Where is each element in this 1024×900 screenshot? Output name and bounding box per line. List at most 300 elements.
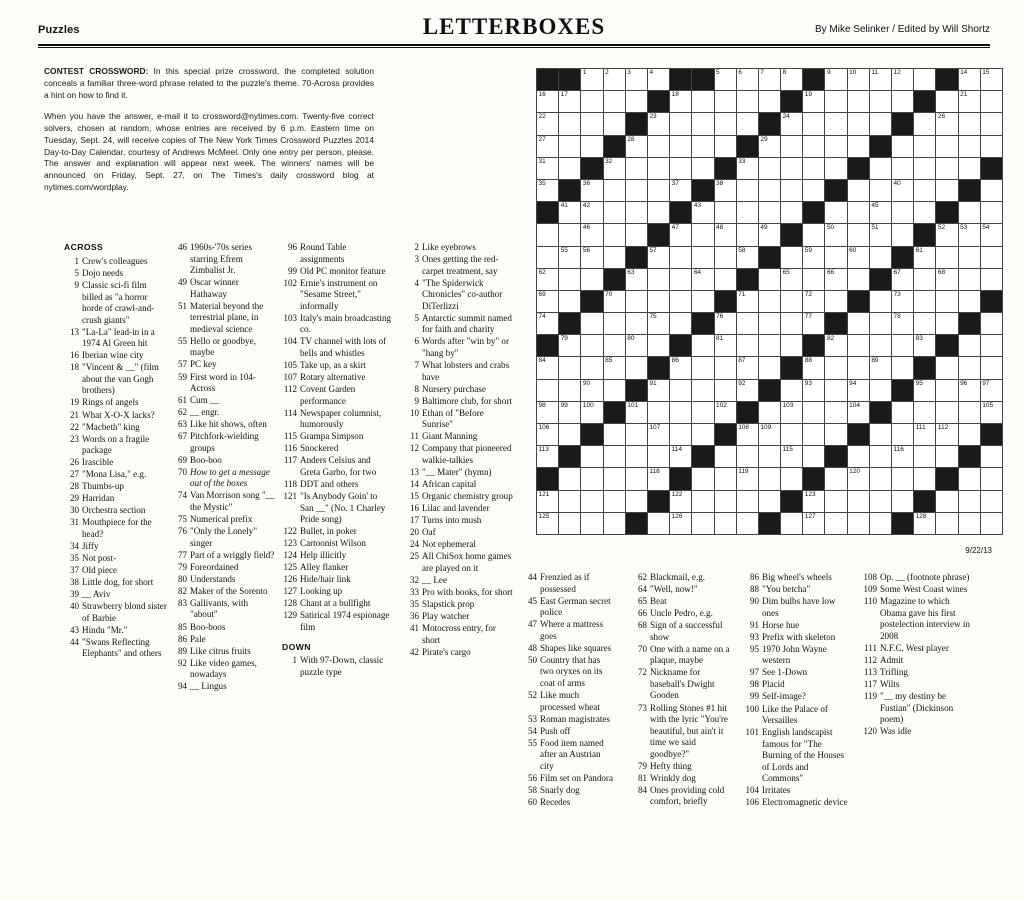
grid-cell[interactable] xyxy=(647,135,669,157)
clue-text: Gallivants, with "about" xyxy=(190,597,249,620)
clue-item[interactable] xyxy=(404,587,514,599)
clue-item[interactable] xyxy=(282,574,392,586)
clue-item[interactable] xyxy=(744,691,849,703)
grid-cell[interactable] xyxy=(758,202,780,224)
clue-item[interactable] xyxy=(64,601,169,624)
grid-cell-number: 9 xyxy=(826,69,831,76)
clue-item[interactable] xyxy=(862,726,972,738)
grid-cell[interactable] xyxy=(847,113,869,135)
grid-cell[interactable] xyxy=(559,157,581,179)
clue-item[interactable] xyxy=(172,526,277,549)
grid-cell[interactable] xyxy=(625,91,647,113)
grid-cell[interactable] xyxy=(559,113,581,135)
clue-item[interactable] xyxy=(64,517,169,540)
clue-item[interactable] xyxy=(172,634,277,646)
grid-cell[interactable] xyxy=(758,135,780,157)
grid-cell[interactable] xyxy=(581,202,603,224)
grid-cell[interactable] xyxy=(781,202,803,224)
grid-cell[interactable] xyxy=(936,113,958,135)
grid-cell[interactable] xyxy=(869,69,891,91)
grid-cell[interactable] xyxy=(914,202,936,224)
clue-item[interactable] xyxy=(172,419,277,431)
grid-cell-number: 60 xyxy=(849,246,857,254)
grid-cell[interactable] xyxy=(781,69,803,91)
grid-cell[interactable] xyxy=(647,202,669,224)
down-column-3 xyxy=(632,572,732,808)
grid-cell[interactable] xyxy=(603,69,625,91)
grid-cell[interactable] xyxy=(736,157,758,179)
grid-cell[interactable] xyxy=(714,69,736,91)
grid-cell[interactable] xyxy=(847,202,869,224)
grid-cell[interactable] xyxy=(625,69,647,91)
clue-item[interactable] xyxy=(282,586,392,598)
clue-item[interactable] xyxy=(404,491,514,503)
clue-item[interactable] xyxy=(282,479,392,491)
clue-item[interactable] xyxy=(64,589,169,601)
grid-cell[interactable] xyxy=(892,135,914,157)
grid-cell[interactable] xyxy=(692,202,714,224)
grid-cell[interactable] xyxy=(537,179,559,201)
clue-number: 108 xyxy=(863,572,877,582)
grid-cell-number: 91 xyxy=(649,379,657,387)
clue-item[interactable] xyxy=(282,610,392,633)
clue-item[interactable] xyxy=(404,503,514,515)
grid-cell[interactable] xyxy=(892,179,914,201)
grid-cell[interactable] xyxy=(537,135,559,157)
clue-item[interactable] xyxy=(282,491,392,526)
clue-text: Crew's colleagues xyxy=(82,255,148,266)
grid-cell[interactable] xyxy=(781,179,803,201)
contest-paragraph-1 xyxy=(44,66,374,102)
grid-cell[interactable] xyxy=(647,179,669,201)
grid-cell[interactable] xyxy=(869,113,891,135)
clue-item[interactable] xyxy=(862,679,972,691)
grid-cell[interactable] xyxy=(980,113,1002,135)
clue-item[interactable] xyxy=(862,584,972,596)
grid-cell[interactable] xyxy=(781,135,803,157)
clue-item[interactable] xyxy=(282,538,392,550)
clue-item[interactable] xyxy=(172,407,277,419)
clue-item[interactable] xyxy=(632,667,732,702)
grid-cell[interactable] xyxy=(847,69,869,91)
clue-item[interactable] xyxy=(172,467,277,490)
clue-item[interactable] xyxy=(862,655,972,667)
clue-item[interactable] xyxy=(632,572,732,584)
grid-cell[interactable] xyxy=(581,179,603,201)
clue-item[interactable] xyxy=(282,360,392,372)
clue-item[interactable] xyxy=(282,372,392,384)
clue-item[interactable] xyxy=(282,242,392,265)
clue-item[interactable] xyxy=(404,575,514,587)
clue-item[interactable] xyxy=(172,372,277,395)
clue-text: Push off xyxy=(540,725,571,736)
grid-cell[interactable] xyxy=(647,69,669,91)
clue-item[interactable] xyxy=(404,443,514,466)
clue-item[interactable] xyxy=(862,691,972,726)
clue-item[interactable] xyxy=(404,467,514,479)
clue-text: Rolling Stones #1 hit with the lyric "You're beautiful, but ain't it time we said goodbye?" xyxy=(650,702,728,759)
clue-item[interactable] xyxy=(404,515,514,527)
grid-cell[interactable] xyxy=(803,157,825,179)
clue-item[interactable] xyxy=(404,479,514,491)
clue-item[interactable] xyxy=(64,256,169,268)
clue-item[interactable] xyxy=(632,761,732,773)
grid-cell[interactable] xyxy=(825,135,847,157)
clue-text: Irritates xyxy=(762,785,791,796)
grid-cell[interactable] xyxy=(758,69,780,91)
clue-item[interactable] xyxy=(172,277,277,300)
clue-item[interactable] xyxy=(744,584,849,596)
clue-item[interactable] xyxy=(172,431,277,454)
clue-item[interactable] xyxy=(64,553,169,565)
grid-cell[interactable] xyxy=(781,157,803,179)
clue-item[interactable] xyxy=(404,313,514,336)
grid-cell[interactable] xyxy=(869,179,891,201)
clue-item[interactable] xyxy=(744,679,849,691)
clue-item[interactable] xyxy=(172,598,277,621)
clue-item[interactable] xyxy=(172,586,277,598)
grid-cell[interactable] xyxy=(692,91,714,113)
grid-cell[interactable] xyxy=(625,179,647,201)
grid-cell[interactable] xyxy=(914,179,936,201)
grid-cell[interactable] xyxy=(581,135,603,157)
grid-cell[interactable] xyxy=(714,135,736,157)
grid-cell-block xyxy=(803,202,825,224)
clue-item[interactable] xyxy=(632,620,732,643)
clue-item[interactable] xyxy=(404,647,514,659)
grid-cell[interactable] xyxy=(736,202,758,224)
clue-text: __ engr. xyxy=(190,407,220,418)
grid-cell[interactable] xyxy=(958,113,980,135)
grid-cell[interactable] xyxy=(781,113,803,135)
grid-cell-number: 12 xyxy=(893,69,901,76)
clue-item[interactable] xyxy=(744,644,849,667)
grid-cell[interactable] xyxy=(825,91,847,113)
clue-item[interactable] xyxy=(522,797,614,809)
clue-item[interactable] xyxy=(744,727,849,785)
clue-item[interactable] xyxy=(64,410,169,422)
clue-item[interactable] xyxy=(744,596,849,619)
grid-cell[interactable] xyxy=(980,179,1002,201)
grid-cell[interactable] xyxy=(714,113,736,135)
clue-text: What X-O-X lacks? xyxy=(82,409,155,420)
grid-cell[interactable] xyxy=(736,91,758,113)
clue-item[interactable] xyxy=(64,493,169,505)
clue-item[interactable] xyxy=(404,254,514,277)
clue-item[interactable] xyxy=(282,431,392,443)
clue-number: 115 xyxy=(283,431,297,442)
clue-item[interactable] xyxy=(64,350,169,362)
clue-item[interactable] xyxy=(522,773,614,785)
clue-item[interactable] xyxy=(404,623,514,646)
clue-item[interactable] xyxy=(172,455,277,467)
clue-item[interactable] xyxy=(632,785,732,808)
clue-item[interactable] xyxy=(282,408,392,431)
clue-item[interactable] xyxy=(744,572,849,584)
clue-text: Mouthpiece for the head? xyxy=(82,517,152,539)
clue-item[interactable] xyxy=(64,422,169,434)
clue-text: Hello or goodbye, maybe xyxy=(190,335,256,358)
clue-item[interactable] xyxy=(522,738,614,773)
clue-item[interactable] xyxy=(404,527,514,539)
clue-item[interactable] xyxy=(632,608,732,620)
grid-cell[interactable] xyxy=(936,91,958,113)
grid-cell[interactable] xyxy=(559,91,581,113)
grid-cell[interactable] xyxy=(692,157,714,179)
grid-cell[interactable] xyxy=(625,202,647,224)
grid-cell-number: 113 xyxy=(538,446,549,454)
grid-cell[interactable] xyxy=(714,202,736,224)
grid-cell[interactable] xyxy=(647,157,669,179)
clue-number: 44 xyxy=(528,572,537,582)
clue-item[interactable] xyxy=(632,703,732,761)
clue-item[interactable] xyxy=(744,620,849,632)
grid-cell[interactable] xyxy=(914,135,936,157)
grid-cell-number: 43 xyxy=(693,202,702,210)
grid-cell[interactable] xyxy=(603,202,625,224)
grid-cell[interactable] xyxy=(958,202,980,224)
clue-item[interactable] xyxy=(522,572,614,595)
clue-text: What lobsters and crabs have xyxy=(422,359,510,382)
clue-item[interactable] xyxy=(172,301,277,336)
grid-cell[interactable] xyxy=(803,135,825,157)
clue-item[interactable] xyxy=(64,280,169,326)
grid-cell-number: 15 xyxy=(982,69,990,76)
clue-text: Turns into mush xyxy=(422,515,482,526)
clue-item[interactable] xyxy=(744,785,849,797)
grid-cell[interactable] xyxy=(647,113,669,135)
grid-cell[interactable] xyxy=(603,157,625,179)
clue-item[interactable] xyxy=(522,619,614,642)
grid-cell[interactable] xyxy=(958,69,980,91)
clue-item[interactable] xyxy=(64,434,169,457)
grid-cell[interactable] xyxy=(914,157,936,179)
clue-item[interactable] xyxy=(282,562,392,574)
grid-cell[interactable] xyxy=(670,91,692,113)
clue-item[interactable] xyxy=(172,490,277,513)
grid-cell[interactable] xyxy=(581,91,603,113)
clue-item[interactable] xyxy=(862,667,972,679)
clue-item[interactable] xyxy=(862,596,972,642)
clue-item[interactable] xyxy=(64,505,169,517)
clue-item[interactable] xyxy=(404,551,514,574)
grid-cell[interactable] xyxy=(825,157,847,179)
clue-item[interactable] xyxy=(172,395,277,407)
clue-item[interactable] xyxy=(282,455,392,478)
grid-cell[interactable] xyxy=(825,69,847,91)
grid-cell[interactable] xyxy=(670,135,692,157)
grid-cell[interactable] xyxy=(869,157,891,179)
clue-item[interactable] xyxy=(282,655,392,678)
grid-cell[interactable] xyxy=(914,69,936,91)
clue-item[interactable] xyxy=(172,574,277,586)
grid-cell[interactable] xyxy=(803,179,825,201)
clue-item[interactable] xyxy=(404,336,514,359)
clue-item[interactable] xyxy=(172,681,277,693)
grid-cell[interactable] xyxy=(980,91,1002,113)
grid-cell[interactable] xyxy=(869,91,891,113)
clue-item[interactable] xyxy=(64,541,169,553)
grid-cell[interactable] xyxy=(603,179,625,201)
grid-cell[interactable] xyxy=(625,157,647,179)
grid-cell-number: 93 xyxy=(804,379,812,387)
grid-cell[interactable] xyxy=(581,69,603,91)
grid-cell[interactable] xyxy=(603,91,625,113)
grid-cell[interactable] xyxy=(559,135,581,157)
clue-item[interactable] xyxy=(522,714,614,726)
grid-cell[interactable] xyxy=(892,157,914,179)
clue-item[interactable] xyxy=(172,658,277,681)
clue-item[interactable] xyxy=(64,457,169,469)
grid-cell-number: 42 xyxy=(582,202,591,210)
grid-cell[interactable] xyxy=(692,135,714,157)
grid-cell[interactable] xyxy=(936,157,958,179)
clue-item[interactable] xyxy=(172,622,277,634)
clue-text: Old piece xyxy=(82,565,118,576)
grid-cell-number: 27 xyxy=(538,135,546,143)
grid-cell[interactable] xyxy=(892,69,914,91)
clue-item[interactable] xyxy=(404,408,514,431)
grid-cell[interactable] xyxy=(736,179,758,201)
clue-number: 7 xyxy=(414,359,419,370)
grid-cell[interactable] xyxy=(980,135,1002,157)
clue-item[interactable] xyxy=(282,526,392,538)
clue-item[interactable] xyxy=(522,726,614,738)
clue-item[interactable] xyxy=(632,773,732,785)
clue-item[interactable] xyxy=(632,584,732,596)
grid-row xyxy=(537,202,1003,224)
grid-cell[interactable] xyxy=(581,113,603,135)
clue-item[interactable] xyxy=(744,667,849,679)
grid-cell[interactable] xyxy=(758,179,780,201)
clue-item[interactable] xyxy=(172,359,277,371)
grid-cell[interactable] xyxy=(758,157,780,179)
grid-cell[interactable] xyxy=(958,91,980,113)
grid-cell[interactable] xyxy=(892,91,914,113)
clue-item[interactable] xyxy=(522,655,614,690)
clue-item[interactable] xyxy=(282,550,392,562)
grid-cell[interactable] xyxy=(670,179,692,201)
grid-cell[interactable] xyxy=(958,157,980,179)
clue-item[interactable] xyxy=(522,596,614,619)
grid-cell[interactable] xyxy=(958,135,980,157)
grid-cell[interactable] xyxy=(559,202,581,224)
clue-item[interactable] xyxy=(522,643,614,655)
grid-cell[interactable] xyxy=(847,179,869,201)
clue-item[interactable] xyxy=(744,704,849,727)
clue-item[interactable] xyxy=(64,397,169,409)
clue-item[interactable] xyxy=(282,598,392,610)
grid-cell[interactable] xyxy=(670,157,692,179)
grid-cell[interactable] xyxy=(825,202,847,224)
clue-item[interactable] xyxy=(172,550,277,562)
grid-cell[interactable] xyxy=(980,69,1002,91)
grid-cell-number: 7 xyxy=(760,69,764,76)
clue-item[interactable] xyxy=(862,643,972,655)
down-column-5 xyxy=(862,572,972,738)
clue-item[interactable] xyxy=(64,637,169,660)
clue-item[interactable] xyxy=(64,327,169,350)
clue-item[interactable] xyxy=(522,785,614,797)
clue-item[interactable] xyxy=(404,611,514,623)
clue-item[interactable] xyxy=(744,797,849,809)
clue-item[interactable] xyxy=(172,336,277,359)
grid-cell[interactable] xyxy=(825,113,847,135)
clue-item[interactable] xyxy=(64,481,169,493)
grid-cell[interactable] xyxy=(670,113,692,135)
clue-item[interactable] xyxy=(282,443,392,455)
grid-cell[interactable] xyxy=(736,113,758,135)
grid-cell-block xyxy=(781,91,803,113)
clue-item[interactable] xyxy=(404,539,514,551)
grid-cell[interactable] xyxy=(692,113,714,135)
grid-cell[interactable] xyxy=(803,91,825,113)
grid-cell[interactable] xyxy=(603,113,625,135)
grid-cell[interactable] xyxy=(537,157,559,179)
grid-cell[interactable] xyxy=(936,179,958,201)
clue-item[interactable] xyxy=(282,266,392,278)
grid-cell[interactable] xyxy=(980,202,1002,224)
grid-cell[interactable] xyxy=(869,202,891,224)
clue-item[interactable] xyxy=(404,384,514,396)
grid-cell[interactable] xyxy=(714,91,736,113)
clue-item[interactable] xyxy=(172,514,277,526)
clue-item[interactable] xyxy=(64,268,169,280)
grid-cell[interactable] xyxy=(914,113,936,135)
grid-row xyxy=(537,69,1003,91)
clue-item[interactable] xyxy=(404,242,514,254)
clue-item[interactable] xyxy=(862,572,972,584)
clue-text: Like citrus fruits xyxy=(190,645,251,656)
clue-number: 77 xyxy=(178,549,187,560)
clue-item[interactable] xyxy=(744,632,849,644)
clue-item[interactable] xyxy=(522,690,614,713)
clue-item[interactable] xyxy=(64,362,169,397)
grid-cell[interactable] xyxy=(714,179,736,201)
clue-item[interactable] xyxy=(282,336,392,359)
grid-cell[interactable] xyxy=(537,91,559,113)
clue-item[interactable] xyxy=(64,625,169,637)
clue-item[interactable] xyxy=(172,646,277,658)
grid-cell[interactable] xyxy=(537,113,559,135)
clue-item[interactable] xyxy=(64,469,169,481)
grid-cell[interactable] xyxy=(625,135,647,157)
grid-cell[interactable] xyxy=(847,91,869,113)
grid-cell[interactable] xyxy=(847,135,869,157)
clue-item[interactable] xyxy=(282,278,392,313)
clue-item[interactable] xyxy=(172,562,277,574)
clue-item[interactable] xyxy=(404,431,514,443)
grid-cell[interactable] xyxy=(892,202,914,224)
clue-item[interactable] xyxy=(404,599,514,611)
grid-cell[interactable] xyxy=(736,69,758,91)
clue-item[interactable] xyxy=(64,577,169,589)
clue-item[interactable] xyxy=(632,596,732,608)
grid-cell[interactable] xyxy=(936,135,958,157)
grid-cell-number: 94 xyxy=(849,379,857,387)
clue-item[interactable] xyxy=(282,313,392,336)
clue-item[interactable] xyxy=(404,360,514,383)
grid-cell[interactable] xyxy=(803,113,825,135)
clue-item[interactable] xyxy=(172,242,277,277)
grid-cell-number: 82 xyxy=(826,335,835,343)
clue-item[interactable] xyxy=(632,644,732,667)
clue-item[interactable] xyxy=(404,396,514,408)
clue-item[interactable] xyxy=(282,384,392,407)
grid-cell[interactable] xyxy=(758,91,780,113)
clue-item[interactable] xyxy=(404,278,514,313)
clue-item[interactable] xyxy=(64,565,169,577)
